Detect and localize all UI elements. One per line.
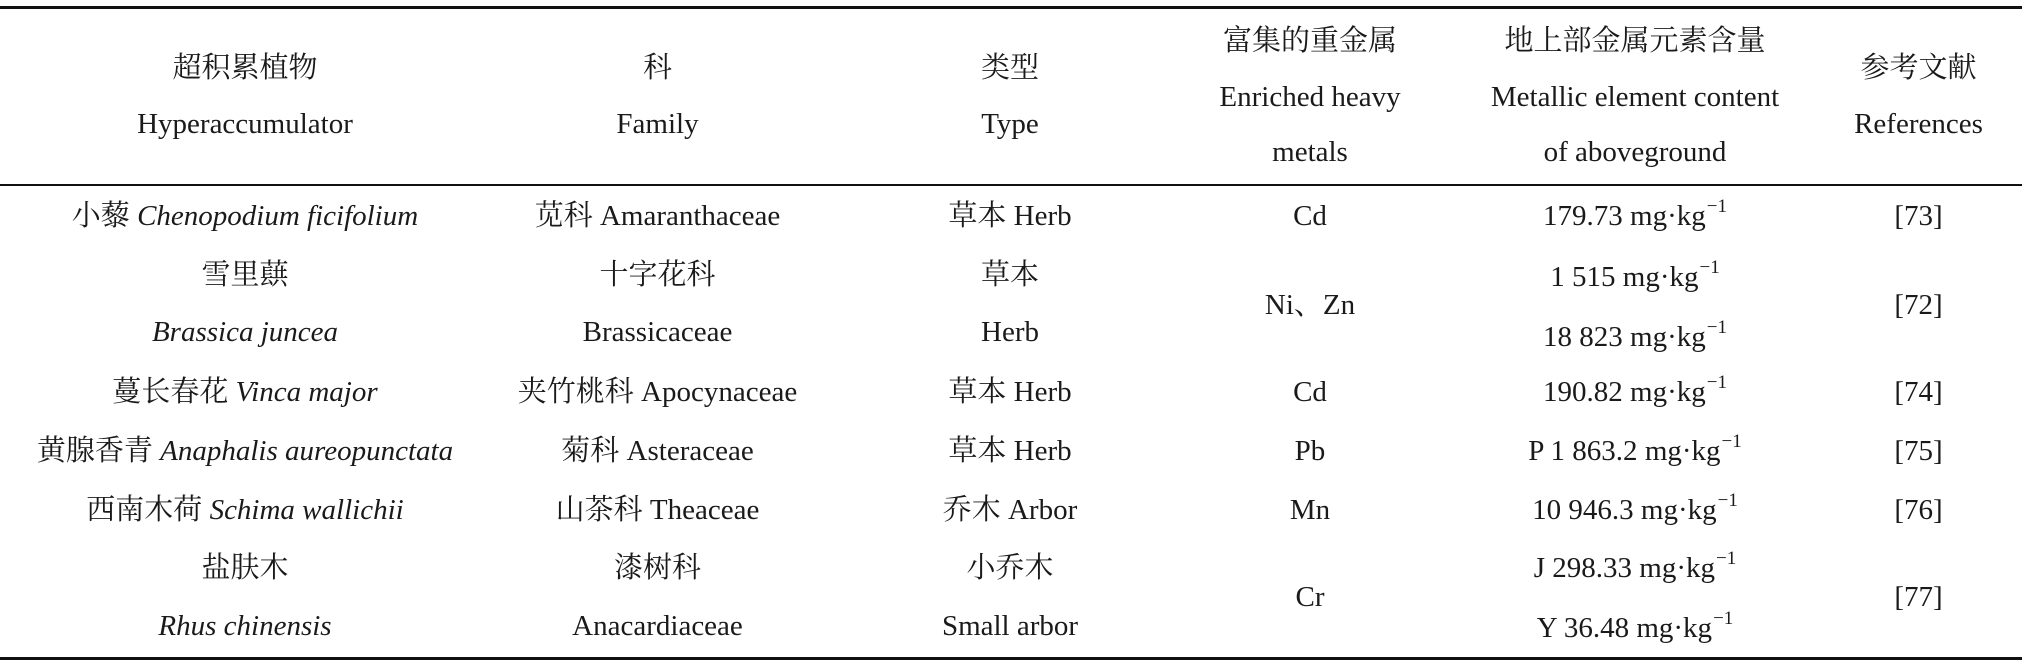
table-row-content-2: Y 36.48 $mg\cdot kg^{-1}$ <box>1536 608 1734 644</box>
table-row-type: 草本 Herb <box>948 376 1072 408</box>
table-row-content: 10 946.3 $mg\cdot kg^{-1}$ <box>1532 490 1738 526</box>
table-row-metal: Pb <box>1294 435 1326 467</box>
header-hyperaccumulator-en: Hyperaccumulator <box>137 108 353 140</box>
table-row-content: 179.73 $mg\cdot kg^{-1}$ <box>1543 196 1727 232</box>
table-row-ref: [74] <box>1894 376 1943 408</box>
table-row-family-en: Brassicaceae <box>582 316 733 348</box>
table-row-plant: 黄腺香青 Anaphalis aureopunctata <box>36 435 454 467</box>
table-row-family-en: Anacardiaceae <box>572 610 743 642</box>
table-row-ref: [76] <box>1894 494 1943 526</box>
header-family-en: Family <box>616 108 699 140</box>
header-metals-cn: 富集的重金属 <box>1222 25 1397 57</box>
header-family-cn: 科 <box>642 52 672 84</box>
table-row-family: 夹竹桃科 Apocynaceae <box>517 376 798 408</box>
header-content-en-1: Metallic element content <box>1490 81 1780 113</box>
table-row-metal: Ni、Zn <box>1264 289 1356 321</box>
table-row-family: 苋科 Amaranthaceae <box>534 200 781 232</box>
table-row-type-en: Herb <box>981 316 1039 348</box>
table-row-ref: [73] <box>1894 200 1943 232</box>
table-header-rule <box>0 184 2022 186</box>
table-row-content-1: J 298.33 $mg\cdot kg^{-1}$ <box>1533 548 1737 584</box>
table-row-ref: [72] <box>1894 289 1943 321</box>
header-metals-en-1: Enriched heavy <box>1219 81 1401 113</box>
table-row-plant: 蔓长春花 Vinca major <box>112 376 378 408</box>
header-content-cn: 地上部金属元素含量 <box>1504 25 1766 57</box>
table-row-content-2: 18 823 $mg\cdot kg^{-1}$ <box>1543 317 1727 353</box>
table-row-type-en: Small arbor <box>941 610 1079 642</box>
table-row-type-cn: 小乔木 <box>966 552 1054 584</box>
table-row-family: 山茶科 Theaceae <box>555 494 760 526</box>
table-row-content: P 1 863.2 $mg\cdot kg^{-1}$ <box>1528 431 1742 467</box>
table-row-metal: Cd <box>1293 376 1327 408</box>
table-row-content: 190.82 $mg\cdot kg^{-1}$ <box>1543 372 1727 408</box>
table-row-plant-la: Brassica juncea <box>151 316 339 348</box>
table-row-ref: [75] <box>1894 435 1943 467</box>
header-content-en-2: of aboveground <box>1543 136 1727 168</box>
table-row-family: 菊科 Asteraceae <box>561 435 754 467</box>
header-references-cn: 参考文献 <box>1860 52 1977 84</box>
table-row-metal: Cr <box>1295 581 1325 613</box>
table-row-plant-cn: 雪里蕻 <box>201 259 289 291</box>
table-row-ref: [77] <box>1894 581 1943 613</box>
table-row-plant: 小藜 Chenopodium ficifolium <box>71 200 419 232</box>
table-row-plant-cn: 盐肤木 <box>201 552 289 584</box>
table-top-rule <box>0 6 2022 9</box>
table-row-metal: Mn <box>1289 494 1331 526</box>
table-row-family-cn: 漆树科 <box>613 552 701 584</box>
table-row-type: 乔木 Arbor <box>942 494 1078 526</box>
header-metals-en-2: metals <box>1272 136 1348 168</box>
table-row-plant-la: Rhus chinensis <box>158 610 332 642</box>
header-references-en: References <box>1854 108 1983 140</box>
header-type-cn: 类型 <box>980 52 1039 84</box>
table-row-plant: 西南木荷 Schima wallichii <box>86 494 404 526</box>
table-row-content-1: 1 515 $mg\cdot kg^{-1}$ <box>1550 257 1720 293</box>
table-row-metal: Cd <box>1293 200 1327 232</box>
table-row-type: 草本 Herb <box>948 200 1072 232</box>
table-row-type-cn: 草本 <box>980 259 1039 291</box>
table-row-type: 草本 Herb <box>948 435 1072 467</box>
header-hyperaccumulator-cn: 超积累植物 <box>172 52 318 84</box>
header-type-en: Type <box>981 108 1039 140</box>
table-row-family-cn: 十字花科 <box>599 259 716 291</box>
